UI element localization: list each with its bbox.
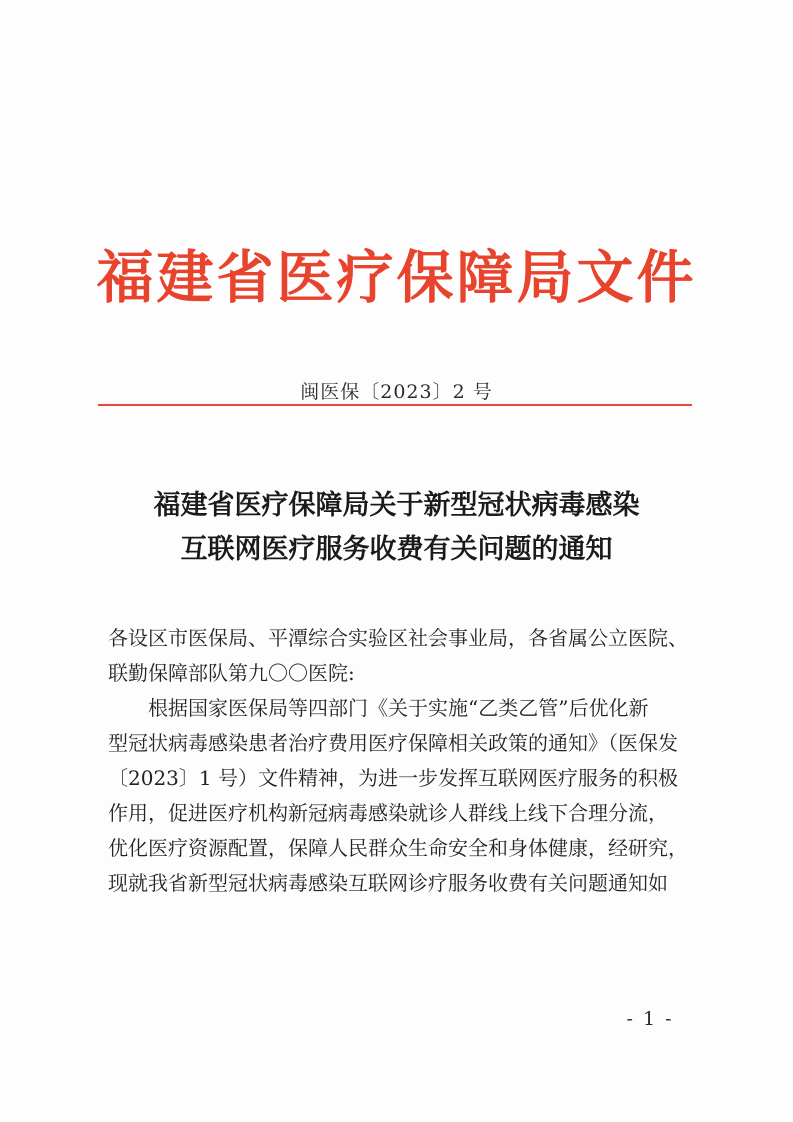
body-line-2: 型冠状病毒感染患者治疗费用医疗保障相关政策的通知》（医保发 [108,731,678,755]
body-line-1: 根据国家医保局等四部门《关于实施“乙类乙管”后优化新 [148,696,649,720]
recipients-line-2: 联勤保障部队第九〇〇医院: [108,661,355,685]
document-body [108,621,698,901]
body-line-3: 〔2023〕1 号）文件精神，为进一步发挥互联网医疗服务的积极 [108,766,678,790]
notice-title-line-1: 福建省医疗保障局关于新型冠状病毒感染 [153,490,640,521]
document-number: 闽医保〔2023〕2 号 [300,381,493,403]
notice-title-line-2: 互联网医疗服务收费有关问题的通知 [180,534,613,565]
body-line-6: 现就我省新型冠状病毒感染互联网诊疗服务收费有关问题通知如 [108,871,668,895]
masthead-title: 福建省医疗保障局文件 [96,245,697,311]
page-number: - 1 - [626,1008,674,1030]
red-divider-line [98,404,692,406]
notice-title [0,484,793,572]
body-line-5: 优化医疗资源配置，保障人民群众生命安全和身体健康，经研究， [108,836,688,860]
recipients-line-1: 各设区市医保局、平潭综合实验区社会事业局，各省属公立医院、 [108,626,688,650]
body-line-4: 作用，促进医疗机构新冠病毒感染就诊人群线上线下合理分流， [108,801,668,825]
